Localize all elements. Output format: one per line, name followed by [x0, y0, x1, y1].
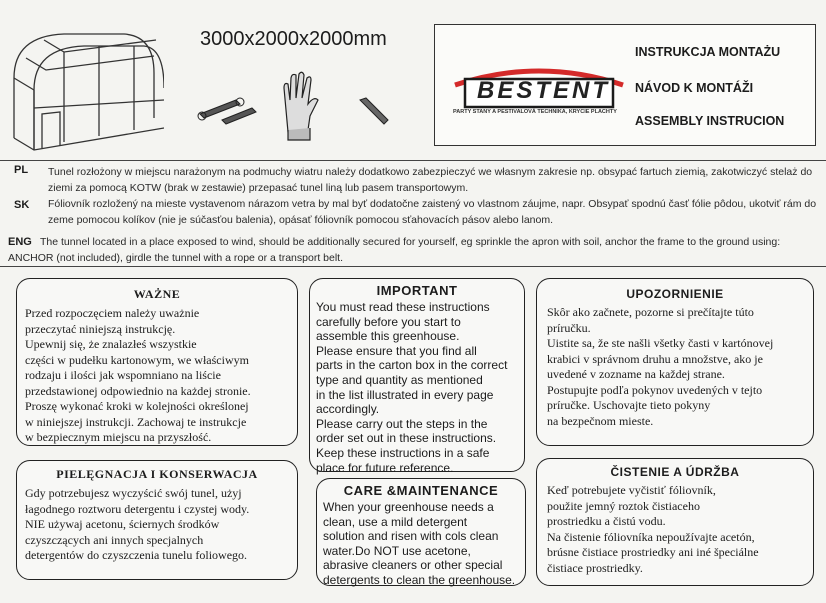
logo-wordmark: BESTENT — [477, 77, 611, 104]
box-sk-care — [536, 458, 814, 586]
box-en-care — [316, 478, 526, 586]
box-en-important — [309, 278, 525, 475]
wrench-icon — [196, 92, 266, 126]
allen-key-icon — [356, 94, 392, 126]
box-pl-care — [16, 460, 298, 580]
title-pl: INSTRUKCJA MONTAŻU — [635, 45, 781, 59]
title-en: ASSEMBLY INSTRUCION — [635, 114, 785, 128]
box-text: You must read these instructions carefully before you start to assemble this greenhouse. Please ensure that you find all parts in the carton box in the correct type and quantity as mentioned in the list illustrated in every page accordingly. Please carry out the steps in the order set out in these instructions. Keep these instructions in a safe place for future reference. — [316, 300, 508, 475]
box-text: When your greenhouse needs a clean, use a mild detergent solution and risen with cols clean water.Do NOT use acetone, abrasive cleaners or other special detergents to clean the greenhouse. — [323, 500, 516, 587]
lang-code-en: ENG — [8, 236, 32, 248]
lang-code-sk: SK — [14, 199, 30, 211]
lang-code-pl: PL — [14, 164, 29, 176]
box-title: ČISTENIE A ÚDRŽBA — [610, 465, 740, 479]
bestent-logo — [449, 63, 629, 117]
product-dimensions: 3000x2000x2000mm — [200, 28, 387, 50]
divider — [0, 160, 826, 161]
divider — [0, 266, 826, 267]
logo-tagline: PARTY STANY A PESTIVALOVÁ TECHNIKA, KRYCIE PLACHTY — [453, 109, 617, 115]
box-title: CARE &MAINTENANCE — [343, 483, 499, 498]
box-title: UPOZORNIENIE — [626, 287, 724, 301]
title-sk: NÁVOD K MONTÁŽI — [635, 81, 754, 95]
box-sk-important — [536, 278, 814, 446]
box-title: WAŻNE — [133, 287, 181, 301]
box-text: Keď potrebujete vyčistiť fóliovník, použite jemný roztok čistiaceho prostriedku a čistú vodu. Na čistenie fóliovníka nepoužívajte acetón, brúsne čistiace prostriedky ani iné špeciálne čistiace prostriedky. — [547, 483, 759, 575]
wind-note-en: The tunnel located in a place exposed to wind, should be additionally secured for yourself, eg sprinkle the apron with soil, anchor the frame to the ground using: ANCHOR (not included), girdle the tunnel with a rope or a transport belt. — [8, 236, 781, 264]
box-text: Przed rozpoczęciem należy uważnie przeczytać niniejszą instrukcję. Upewnij się, że znalazłeś wszystkie części w pudełku kartonowym, we właściwym rodzaju i ilości jak wspomniano na liście przedstawionej odpowiednio na każdej stronie. Proszę wykonać kroki w kolejności określonej w niniejszej instrukcji. Zachowaj te instrukcje w bezpiecznym miejscu na przyszłość. — [25, 306, 251, 444]
wind-note-pl: Tunel rozłożony w miejscu narażonym na podmuchy wiatru należy dodatkowo zabezpieczyć we własnym zakresie np. obsypać fartuch ziemią, zakotwiczyć stelaż do ziemi za pomocą KOTW (brak w zestawie) przepasać tunel liną lub pasem transportowym. — [48, 166, 813, 194]
box-pl-important — [16, 278, 298, 446]
box-text: Skôr ako začnete, pozorne si prečítajte túto príručku. Uistite sa, že ste našli všetky časti v kartónovej krabici v správnom druhu a množstve, ako je uvedené v zozname na každej strane. Postupujte podľa pokynov uvedených v tejto príručke. Uschovajte tieto pokyny na bezpečnom mieste. — [547, 305, 774, 428]
title-panel — [434, 24, 816, 146]
box-title: IMPORTANT — [376, 283, 458, 298]
greenhouse-illustration — [4, 18, 164, 158]
box-title: PIELĘGNACJA I KONSERWACJA — [56, 467, 258, 481]
box-text: Gdy potrzebujesz wyczyścić swój tunel, użyj łagodnego roztworu detergentu i czystej wody. NIE używaj acetonu, ściernych środków czyszczących ani innych specjalnych detergentów do czyszczenia tunelu foliowego. — [25, 486, 250, 562]
glove-icon — [278, 70, 320, 142]
wind-note-sk: Fóliovník rozložený na mieste vystavenom nárazom vetra by mal byť dodatočne zaistený vo vlastnom záujme, napr. Obsypať spodnú časť fólie pôdou, ukotviť rám do zeme pomocou kolíkov (nie je súčasťou balenia), opásať fóliovník pomocou sťahovacích pásov alebo lanom. — [48, 198, 817, 226]
